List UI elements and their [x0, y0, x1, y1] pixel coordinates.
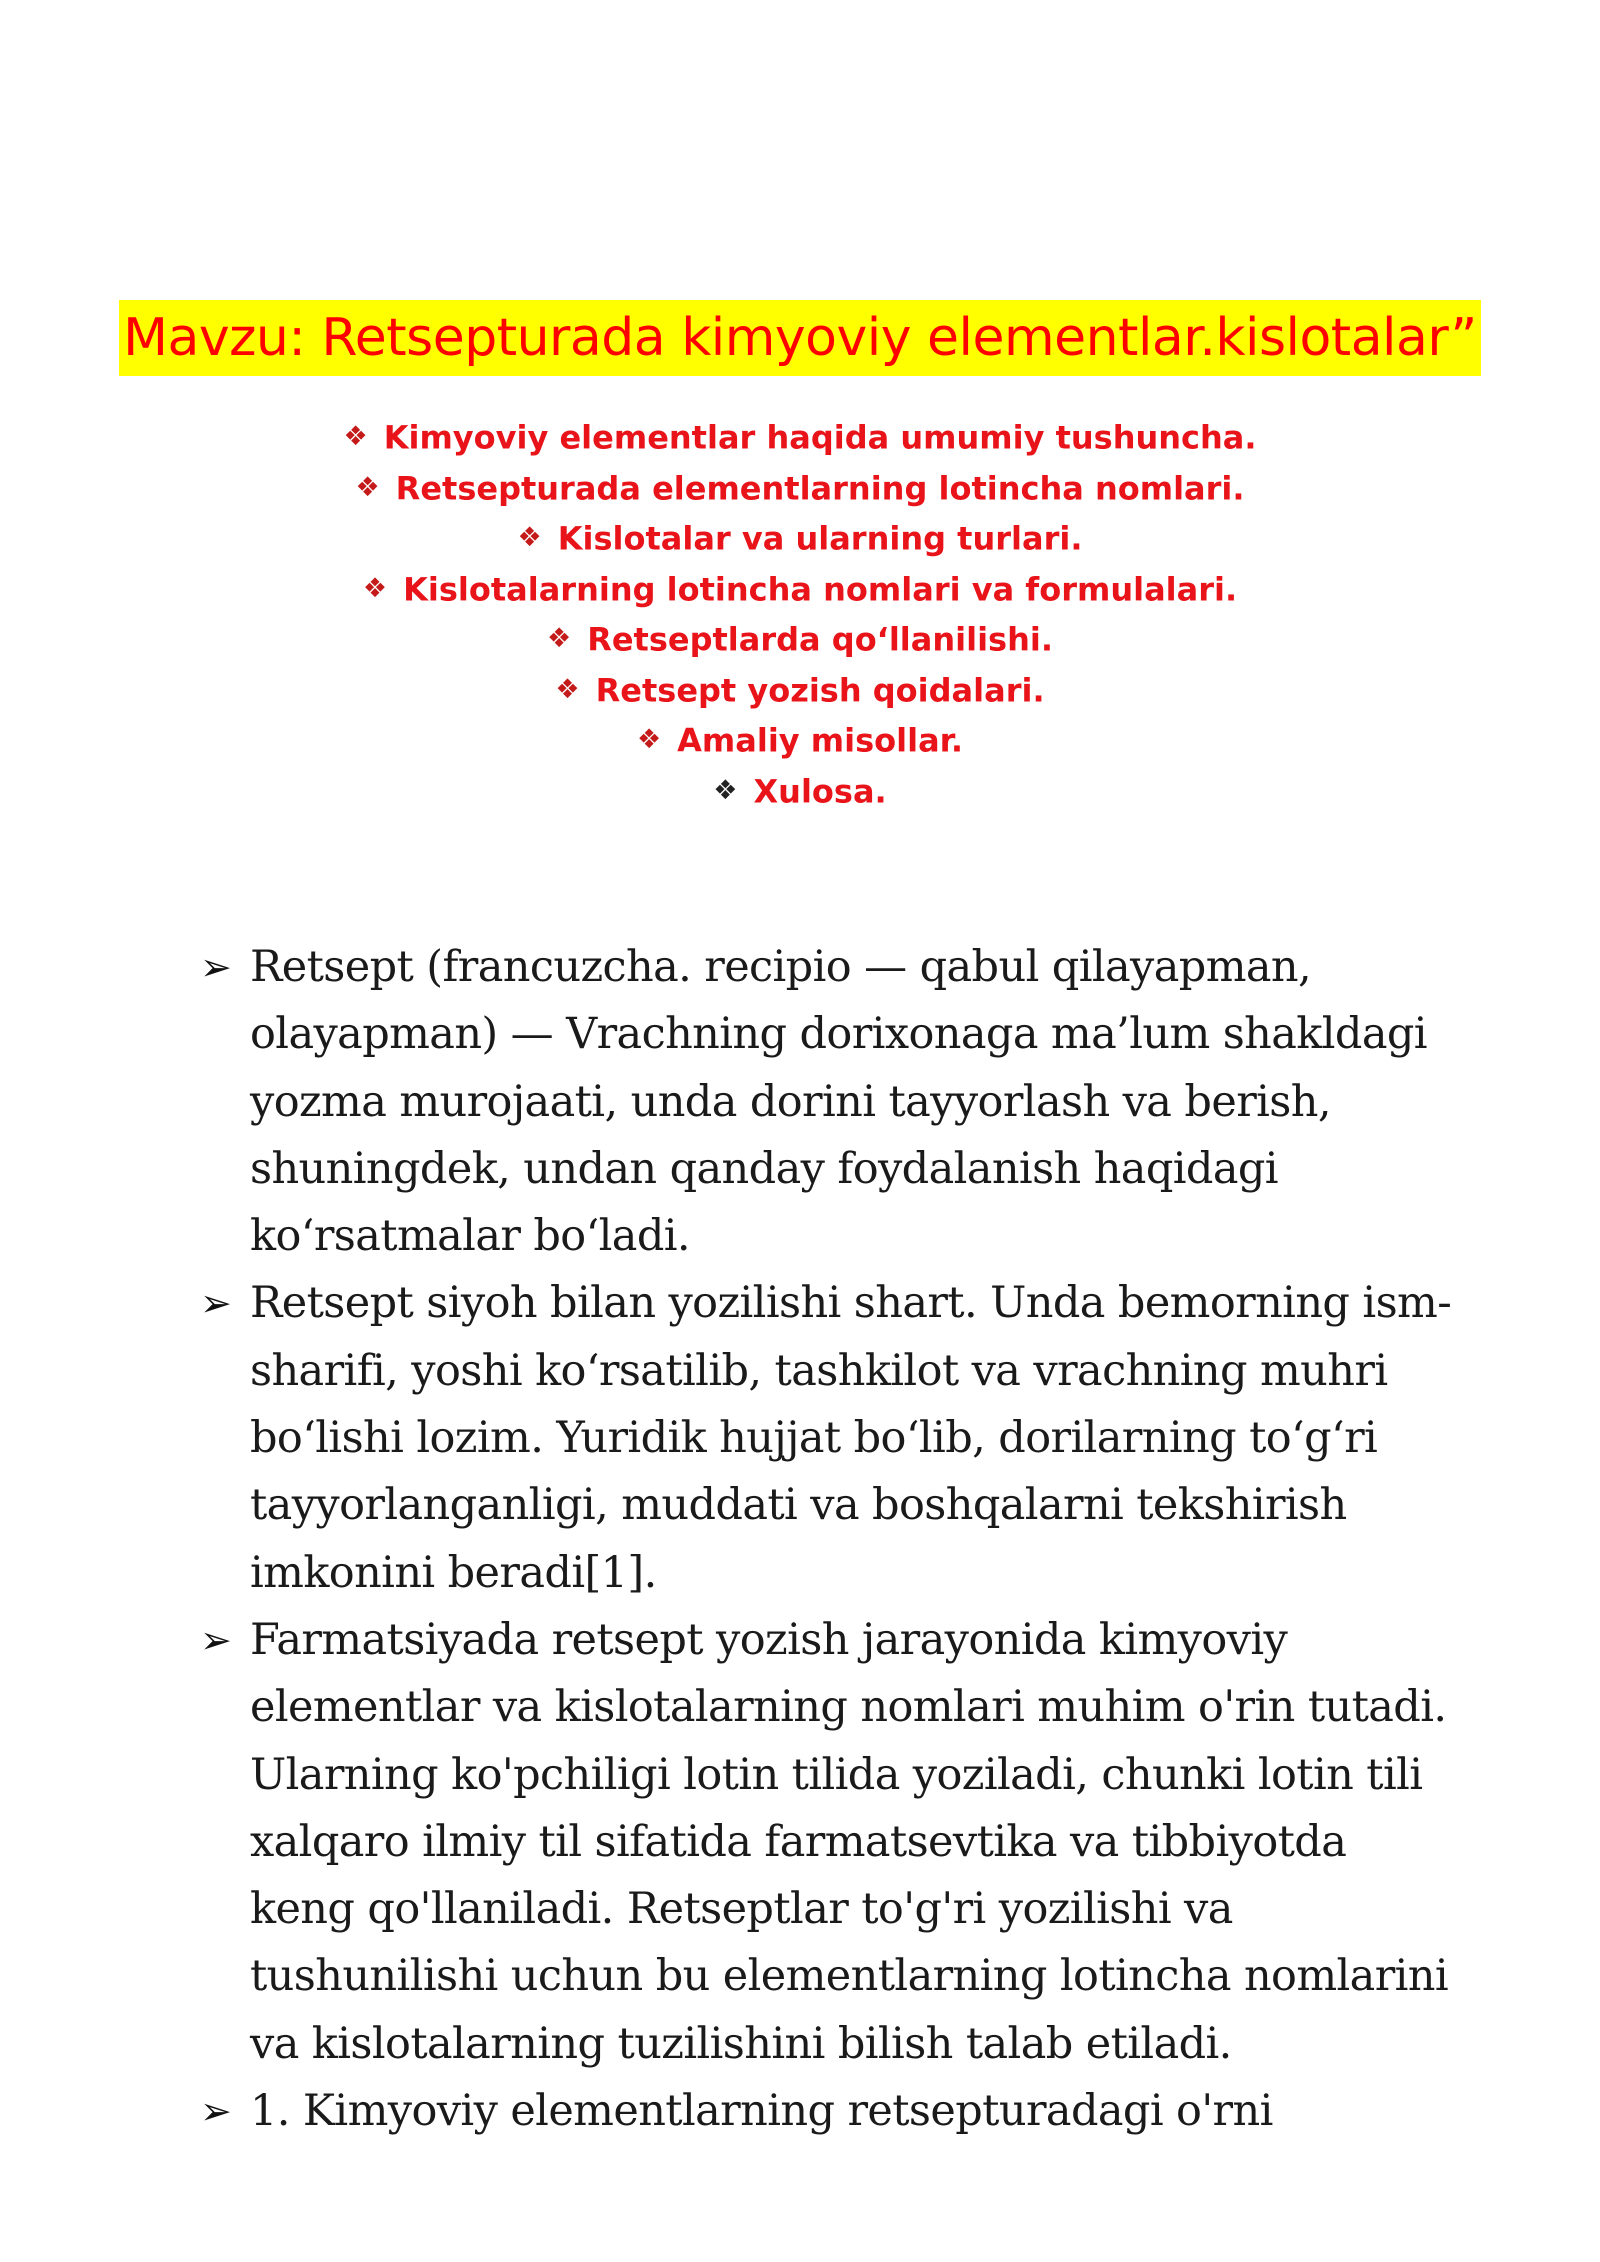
body-bullet-list [200, 934, 1460, 2145]
diamond-bullet-icon: ❖ [343, 421, 368, 453]
body-paragraph [200, 1607, 1460, 2078]
outline-item [0, 766, 1600, 817]
outline-item-label: Amaliy misollar. [677, 721, 964, 760]
diamond-bullet-icon: ❖ [555, 673, 580, 705]
page-title: Mavzu: Retsepturada kimyoviy elementlar.kislotalar” [119, 300, 1481, 376]
arrow-bullet-icon: ➢ [200, 1617, 232, 1662]
outline-item [0, 463, 1600, 514]
outline-item [0, 564, 1600, 615]
topic-outline [0, 412, 1600, 816]
outline-item-label: Retsepturada elementlarning lotincha nomlari. [395, 468, 1245, 507]
outline-item [0, 715, 1600, 766]
body-paragraph [200, 1270, 1460, 1606]
diamond-bullet-icon: ❖ [636, 724, 662, 756]
title-container [0, 300, 1600, 376]
arrow-bullet-icon: ➢ [200, 945, 232, 989]
arrow-bullet-icon: ➢ [200, 2089, 232, 2134]
diamond-bullet-icon: ❖ [546, 623, 572, 655]
diamond-bullet-icon: ❖ [517, 522, 542, 554]
outline-item [0, 412, 1600, 463]
outline-item-label: Retseptlarda qo‘llanilishi. [587, 620, 1053, 659]
diamond-bullet-icon: ❖ [355, 471, 380, 503]
outline-item-label: Retsept yozish qoidalari. [595, 670, 1045, 709]
outline-item [0, 513, 1600, 564]
body-paragraph-text: 1. Kimyoviy elementlarning retsepturadagi o'rni [250, 2086, 1273, 2137]
outline-item-label: Kimyoviy elementlar haqida umumiy tushuncha. [383, 418, 1257, 457]
body-paragraph-text: Farmatsiyada retsept yozish jarayonida kimyoviy elementlar va kislotalarning nomlari muhim o'rin tutadi. Ularning ko'pchiligi lotin tilida yoziladi, chunki lotin tili xalqaro ilmiy til sifatida farmatsevtika va tibbiyotda keng qo'llaniladi. Retseptlar to'g'ri yozilishi va tushunilishi uchun bu elementlarning lotincha nomlarini va kislotalarning tuzilishini bilish talab etiladi. [250, 1614, 1449, 2069]
outline-item-label: Xulosa. [753, 771, 887, 810]
outline-item [0, 665, 1600, 716]
outline-item-label: Kislotalarning lotincha nomlari va formulalari. [403, 569, 1238, 608]
diamond-bullet-icon: ❖ [713, 774, 738, 806]
diamond-bullet-icon: ❖ [362, 572, 388, 604]
outline-item-label: Kislotalar va ularning turlari. [557, 519, 1083, 558]
body-paragraph-text: Retsept siyoh bilan yozilishi shart. Unda bemorning ism-sharifi, yoshi ko‘rsatilib, tashkilot va vrachning muhri bo‘lishi lozim. Yuridik hujjat bo‘lib, dorilarning to‘g‘ri tayyorlanganligi, muddati va boshqalarni tekshirish imkonini beradi[1]. [250, 1278, 1452, 1598]
body-paragraph-text: Retsept (francuzcha. recipio — qabul qilayapman, olayapman) — Vrachning dorixonaga ma’lum shakldagi yozma murojaati, unda dorini tayyorlash va berish, shuningdek, undan qanday foydalanish haqidagi ko‘rsatmalar bo‘ladi. [250, 942, 1427, 1262]
body-paragraph [200, 934, 1460, 1270]
body-paragraph [200, 2078, 1460, 2145]
outline-item [0, 614, 1600, 665]
arrow-bullet-icon: ➢ [200, 1281, 232, 1326]
